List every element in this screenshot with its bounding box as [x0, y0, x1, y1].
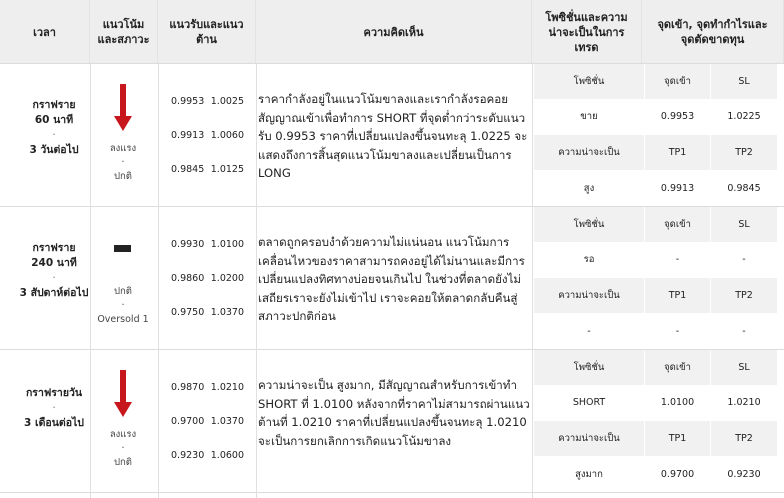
grid-r2-c0: ความน่าจะเป็น	[534, 278, 644, 313]
header-time: เวลา	[0, 0, 90, 64]
grid-r1-c1: -	[675, 254, 680, 265]
grid-r1-c2: -	[742, 254, 746, 265]
grid-r0-c1: จุดเข้า	[645, 64, 710, 99]
grid-r2-c0: ความน่าจะเป็น	[534, 421, 644, 456]
header-trend: แนวโน้มและสภาวะ	[90, 0, 158, 64]
grid-r0-c2: SL	[711, 350, 777, 385]
grid-r1-c1: 0.9953	[660, 111, 695, 122]
grid-r1-c0: รอ	[583, 254, 595, 265]
grid-r1-c0: SHORT	[572, 397, 606, 408]
support-value: 0.9700	[171, 416, 205, 427]
column-divider	[256, 64, 257, 498]
grid-r1-c1: 1.0100	[660, 397, 695, 408]
column-divider	[90, 64, 91, 498]
trend-strength: ลงแรง	[109, 429, 137, 440]
support-value: 0.9230	[171, 450, 205, 461]
resistance-value: 1.0025	[210, 96, 244, 107]
support-value: 0.9953	[171, 96, 205, 107]
grid-r0-c2: SL	[711, 207, 777, 242]
column-divider	[158, 64, 159, 498]
support-value: 0.9930	[171, 239, 205, 250]
grid-r3-c2: 0.9230	[727, 469, 761, 480]
grid-r3-c1: 0.9700	[660, 469, 695, 480]
grid-r3-c1: -	[675, 326, 680, 337]
resistance-value: 1.0200	[210, 273, 244, 284]
grid-r3-c0: สูง	[583, 183, 595, 194]
grid-r0-c2: SL	[711, 64, 777, 99]
grid-r2-c0: ความน่าจะเป็น	[534, 135, 644, 170]
trend-condition: ปกติ	[114, 457, 132, 468]
trend-strength: ลงแรง	[109, 143, 137, 154]
timeframe-line3: 3 วันต่อไป	[29, 144, 79, 156]
grid-r0-c0: โพซิชั่น	[534, 350, 644, 385]
header-levels: จุดเข้า, จุดทำกำไรและจุดตัดขาดทุน	[642, 0, 784, 64]
resistance-value: 1.0060	[210, 130, 244, 141]
grid-r1-c0: ขาย	[580, 111, 598, 122]
table-row	[0, 64, 784, 207]
timeframe-line1: กราฟราย	[32, 99, 76, 111]
grid-r3-c1: 0.9913	[660, 183, 695, 194]
grid-r2-c1: TP1	[645, 421, 710, 456]
timeframe-dot: ·	[52, 402, 56, 414]
trend-condition: Oversold 1	[97, 314, 149, 325]
comment-text: ตลาดถูกครอบงำด้วยความไม่แน่นอน แนวโน้มการเคลื่อนไหวของราคาสามารถคงอยู่ได้ไม่นานและมีการเปลี่ยนแปลงทิศทางบ่อยจนเกินไป ในช่วงที่ตลาดยังไม่เสถียรเราจะยังไม่เข้าไป เราจะคอยให้ตลาดกลับคืนสู่สภาวะปกติก่อน	[258, 235, 525, 324]
support-value: 0.9870	[171, 382, 205, 393]
timeframe-line3: 3 เดือนต่อไป	[24, 417, 84, 429]
timeframe-line3: 3 สัปดาห์ต่อไป	[19, 287, 89, 299]
trend-dot: ·	[121, 157, 125, 168]
row-divider	[0, 492, 784, 493]
header-comment: ความคิดเห็น	[256, 0, 532, 64]
grid-r2-c1: TP1	[645, 278, 710, 313]
header-position: โพซิชั่นและความน่าจะเป็นในการเทรด	[532, 0, 642, 64]
table-row	[0, 350, 784, 493]
grid-r0-c0: โพซิชั่น	[534, 64, 644, 99]
resistance-value: 1.0370	[210, 307, 244, 318]
grid-r2-c2: TP2	[711, 421, 777, 456]
support-value: 0.9860	[171, 273, 205, 284]
grid-r2-c2: TP2	[711, 135, 777, 170]
resistance-value: 1.0370	[210, 416, 244, 427]
header-support-resistance: แนวรับและแนวต้าน	[158, 0, 256, 64]
support-value: 0.9913	[171, 130, 205, 141]
comment-text: ความน่าจะเป็น สูงมาก, มีสัญญาณสำหรับการเข้าทำ SHORT ที่ 1.0100 หลังจากที่ราคาไม่สามารถผ่านแนวต้านที่ 1.0210 ราคาที่เปลี่ยนแปลงขึ้นจนทะลุ 1.0210 จะเป็นการยกเลิกการเกิดแนวโน้มขาลง	[258, 378, 530, 448]
timeframe-dot: ·	[52, 272, 56, 284]
trend-strength: ปกติ	[114, 286, 132, 297]
trade-grid	[0, 207, 784, 350]
header-divider	[0, 63, 784, 64]
support-value: 0.9845	[171, 164, 205, 175]
grid-r1-c2: 1.0210	[727, 397, 761, 408]
grid-r0-c1: จุดเข้า	[645, 207, 710, 242]
grid-r0-c0: โพซิชั่น	[534, 207, 644, 242]
grid-r3-c2: 0.9845	[727, 183, 761, 194]
grid-r3-c0: -	[587, 326, 591, 337]
table-row	[0, 207, 784, 350]
timeframe-line1: กราฟราย	[32, 242, 76, 254]
timeframe-dot: ·	[52, 129, 56, 141]
grid-r0-c1: จุดเข้า	[645, 350, 710, 385]
trend-condition: ปกติ	[114, 171, 132, 182]
trade-grid	[0, 64, 784, 207]
grid-r2-c2: TP2	[711, 278, 777, 313]
trend-dot: ·	[121, 443, 125, 454]
resistance-value: 1.0600	[210, 450, 244, 461]
trade-grid	[0, 350, 784, 493]
grid-r3-c2: -	[742, 326, 746, 337]
resistance-value: 1.0100	[210, 239, 244, 250]
grid-r3-c0: สูงมาก	[575, 469, 603, 480]
support-value: 0.9750	[171, 307, 205, 318]
timeframe-line2: 240 นาที	[31, 257, 77, 269]
resistance-value: 1.0210	[210, 382, 244, 393]
timeframe-line2: 60 นาที	[34, 114, 74, 126]
grid-r1-c2: 1.0225	[727, 111, 761, 122]
timeframe-line1: กราฟรายวัน	[25, 387, 83, 399]
column-divider	[532, 64, 533, 498]
trend-dot: ·	[121, 300, 125, 311]
resistance-value: 1.0125	[210, 164, 244, 175]
comment-text: ราคากำลังอยู่ในแนวโน้มขาลงและเรากำลังรอคอยสัญญาณเข้าเพื่อทำการ SHORT ที่จุดต่ำกว่าระดับแนวรับ 0.9953 ราคาที่เปลี่ยนแปลงขึ้นจนทะลุ 1.0225 จะแสดงถึงการสิ้นสุดแนวโน้มขาลงและเปลี่ยนเป็นการ LONG	[258, 92, 528, 181]
grid-r2-c1: TP1	[645, 135, 710, 170]
